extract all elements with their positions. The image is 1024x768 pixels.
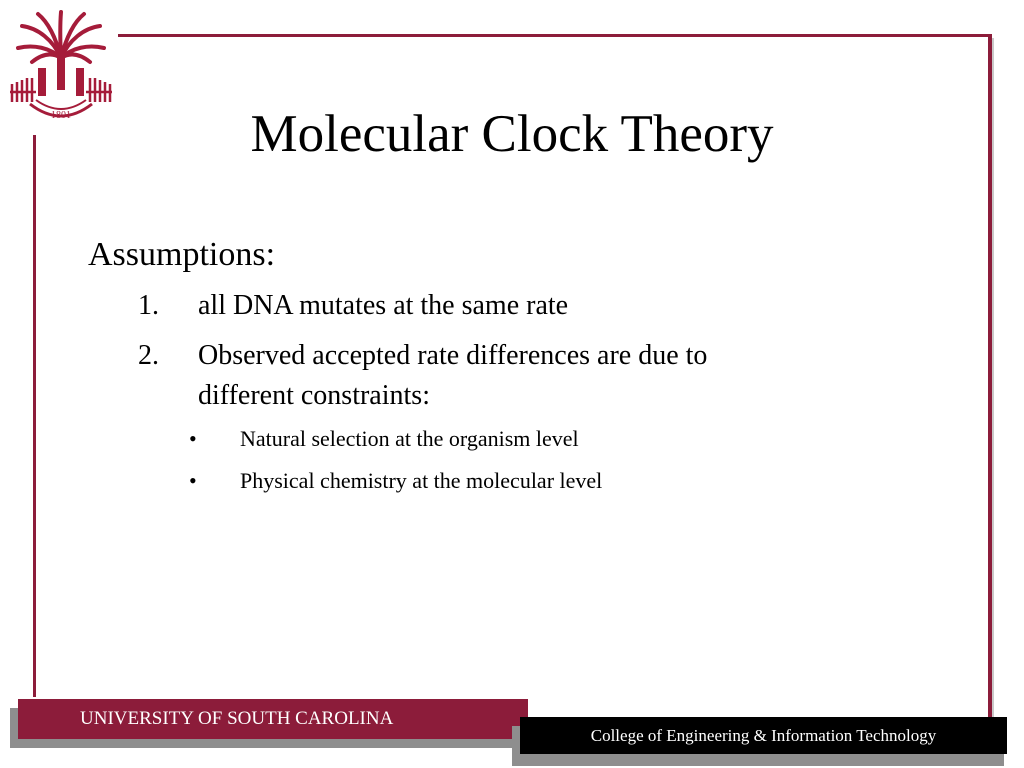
slide-title: Molecular Clock Theory — [250, 105, 774, 163]
list-item-2-line-1: Observed accepted rate differences are due to — [198, 340, 708, 371]
list-number-2: 2. — [138, 340, 159, 371]
footer-university-banner — [18, 699, 528, 739]
frame-left-border — [33, 135, 36, 697]
logo-year: 1801 — [51, 110, 71, 121]
list-item-2-line-2: different constraints: — [198, 380, 430, 411]
bullet-1-marker: • — [189, 426, 197, 451]
frame-top-border — [118, 34, 992, 37]
bullet-2-text: Physical chemistry at the molecular level — [240, 468, 603, 493]
bullet-2-marker: • — [189, 468, 197, 493]
list-number-1: 1. — [138, 290, 159, 321]
heading-assumptions: Assumptions: — [88, 236, 276, 273]
footer-college-banner — [520, 717, 1007, 754]
footer-university-label: UNIVERSITY OF SOUTH CAROLINA — [80, 708, 394, 729]
list-item-1-text: all DNA mutates at the same rate — [198, 290, 569, 321]
bullet-1-text: Natural selection at the organism level — [240, 426, 579, 451]
footer-college-label: College of Engineering & Information Technology — [590, 726, 937, 745]
